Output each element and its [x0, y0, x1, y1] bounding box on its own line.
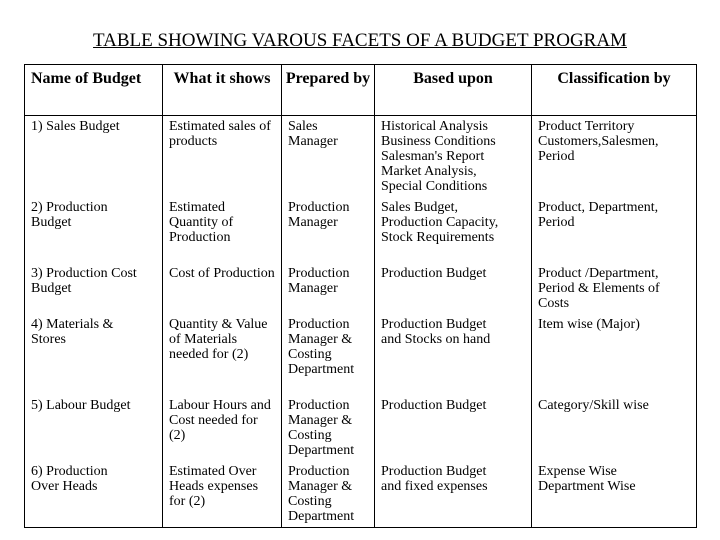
cell-classification: Product Territory Customers,Salesmen, Period: [532, 116, 697, 198]
page-title: TABLE SHOWING VAROUS FACETS OF A BUDGET PROGRAM: [93, 30, 627, 51]
cell-prepared-by: Production Manager & Costing Department: [282, 395, 375, 461]
cell-prepared-by: Production Manager: [282, 263, 375, 314]
cell-based-upon: Sales Budget, Production Capacity, Stock Requirements: [375, 197, 532, 263]
cell-based-upon: Historical Analysis Business Conditions Salesman's Report Market Analysis, Special Conditions: [375, 116, 532, 198]
cell-budget-name: 1) Sales Budget: [25, 116, 163, 198]
header-classification-by: Classification by: [532, 65, 697, 116]
cell-what-it-shows: Quantity & Value of Materials needed for (2): [163, 314, 282, 395]
cell-budget-name: 4) Materials & Stores: [25, 314, 163, 395]
cell-budget-name: 3) Production Cost Budget: [25, 263, 163, 314]
cell-prepared-by: Sales Manager: [282, 116, 375, 198]
table-row: [25, 263, 697, 314]
cell-what-it-shows: Estimated sales of products: [163, 116, 282, 198]
cell-based-upon: Production Budget: [375, 263, 532, 314]
table-row: [25, 116, 697, 198]
cell-classification: Item wise (Major): [532, 314, 697, 395]
cell-classification: Product, Department, Period: [532, 197, 697, 263]
cell-based-upon: Production Budget and fixed expenses: [375, 461, 532, 528]
cell-prepared-by: Production Manager & Costing Department: [282, 314, 375, 395]
cell-prepared-by: Production Manager & Costing Department: [282, 461, 375, 528]
cell-classification: Expense Wise Department Wise: [532, 461, 697, 528]
cell-what-it-shows: Estimated Over Heads expenses for (2): [163, 461, 282, 528]
header-based-upon: Based upon: [375, 65, 532, 116]
cell-what-it-shows: Estimated Quantity of Production: [163, 197, 282, 263]
cell-budget-name: 5) Labour Budget: [25, 395, 163, 461]
cell-based-upon: Production Budget and Stocks on hand: [375, 314, 532, 395]
cell-prepared-by: Production Manager: [282, 197, 375, 263]
table-row: [25, 461, 697, 528]
cell-classification: Category/Skill wise: [532, 395, 697, 461]
header-what-it-shows: What it shows: [163, 65, 282, 116]
table-row: [25, 314, 697, 395]
budget-table: [24, 64, 697, 528]
cell-what-it-shows: Cost of Production: [163, 263, 282, 314]
cell-based-upon: Production Budget: [375, 395, 532, 461]
header-prepared-by: Prepared by: [282, 65, 375, 116]
table-header-row: [25, 65, 697, 116]
table-row: [25, 395, 697, 461]
cell-budget-name: 6) Production Over Heads: [25, 461, 163, 528]
cell-classification: Product /Department, Period & Elements of Costs: [532, 263, 697, 314]
table-row: [25, 197, 697, 263]
cell-budget-name: 2) Production Budget: [25, 197, 163, 263]
cell-what-it-shows: Labour Hours and Cost needed for (2): [163, 395, 282, 461]
header-name-of-budget: Name of Budget: [25, 65, 163, 116]
